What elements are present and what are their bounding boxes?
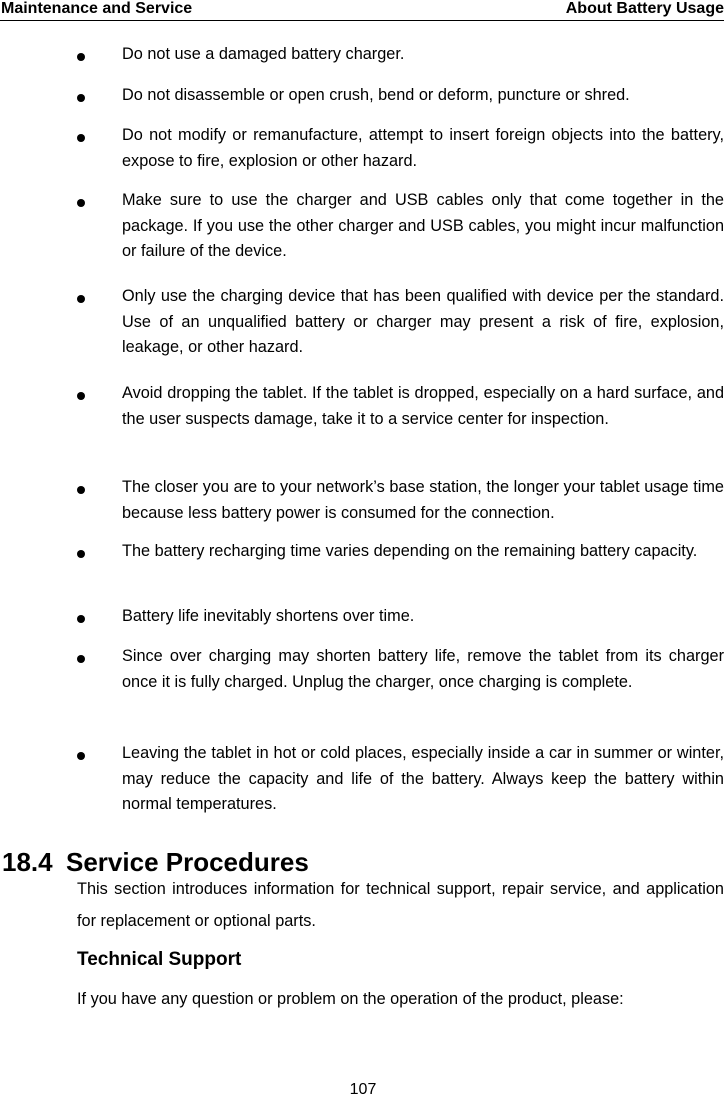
- bullet-marker: [77, 550, 85, 558]
- technical-support-text: If you have any question or problem on the operation of the product, please:: [77, 990, 624, 1008]
- bullet-text: Do not use a damaged battery charger.: [122, 45, 405, 63]
- bullet-marker: [77, 94, 85, 102]
- header-chapter-title: Maintenance and Service: [1, 0, 193, 17]
- bullet-text: The closer you are to your network’s base station, the longer your tablet usage time because less battery power is consumed for the connection.: [122, 478, 724, 522]
- technical-support-heading: Technical Support: [77, 949, 242, 970]
- bullet-text: Leaving the tablet in hot or cold places, especially inside a car in summer or winter, may reduce the capacity and life of the battery. Always keep the battery within normal temperatures.: [122, 744, 724, 814]
- section-title: Service Procedures: [66, 847, 309, 877]
- bullet-text: Do not modify or remanufacture, attempt to insert foreign objects into the battery, expose to fire, explosion or other hazard.: [122, 126, 724, 170]
- section-intro: This section introduces information for technical support, repair service, and application for replacement or optional parts.: [77, 880, 724, 930]
- bullet-text: Do not disassemble or open crush, bend or deform, puncture or shred.: [122, 86, 630, 104]
- bullet-text: Since over charging may shorten battery life, remove the tablet from its charger once it is fully charged. Unplug the charger, once charging is complete.: [122, 647, 724, 691]
- bullet-marker: [77, 615, 85, 623]
- bullet-marker: [77, 134, 85, 142]
- bullet-marker: [77, 53, 85, 61]
- bullet-marker: [77, 199, 85, 207]
- bullet-marker: [77, 392, 85, 400]
- bullet-text: Only use the charging device that has been qualified with device per the standard. Use of an unqualified battery or charger may present a risk of fire, explosion, leakage, or other hazard.: [122, 287, 724, 357]
- header-section-title: About Battery Usage: [565, 0, 724, 17]
- bullet-marker: [77, 655, 85, 663]
- bullet-marker: [77, 295, 85, 303]
- bullet-marker: [77, 752, 85, 760]
- page-number: 107: [349, 1081, 377, 1098]
- bullet-text: Make sure to use the charger and USB cables only that come together in the package. If you use the other charger and USB cables, you might incur malfunction or failure of the device.: [122, 191, 724, 261]
- section-number: 18.4: [2, 847, 53, 877]
- page-header: [0, 0, 724, 21]
- bullet-text: Avoid dropping the tablet. If the tablet is dropped, especially on a hard surface, and the user suspects damage, take it to a service center for inspection.: [122, 384, 724, 428]
- bullet-marker: [77, 486, 85, 494]
- bullet-text: The battery recharging time varies depending on the remaining battery capacity.: [122, 542, 698, 560]
- bullet-text: Battery life inevitably shortens over time.: [122, 607, 415, 625]
